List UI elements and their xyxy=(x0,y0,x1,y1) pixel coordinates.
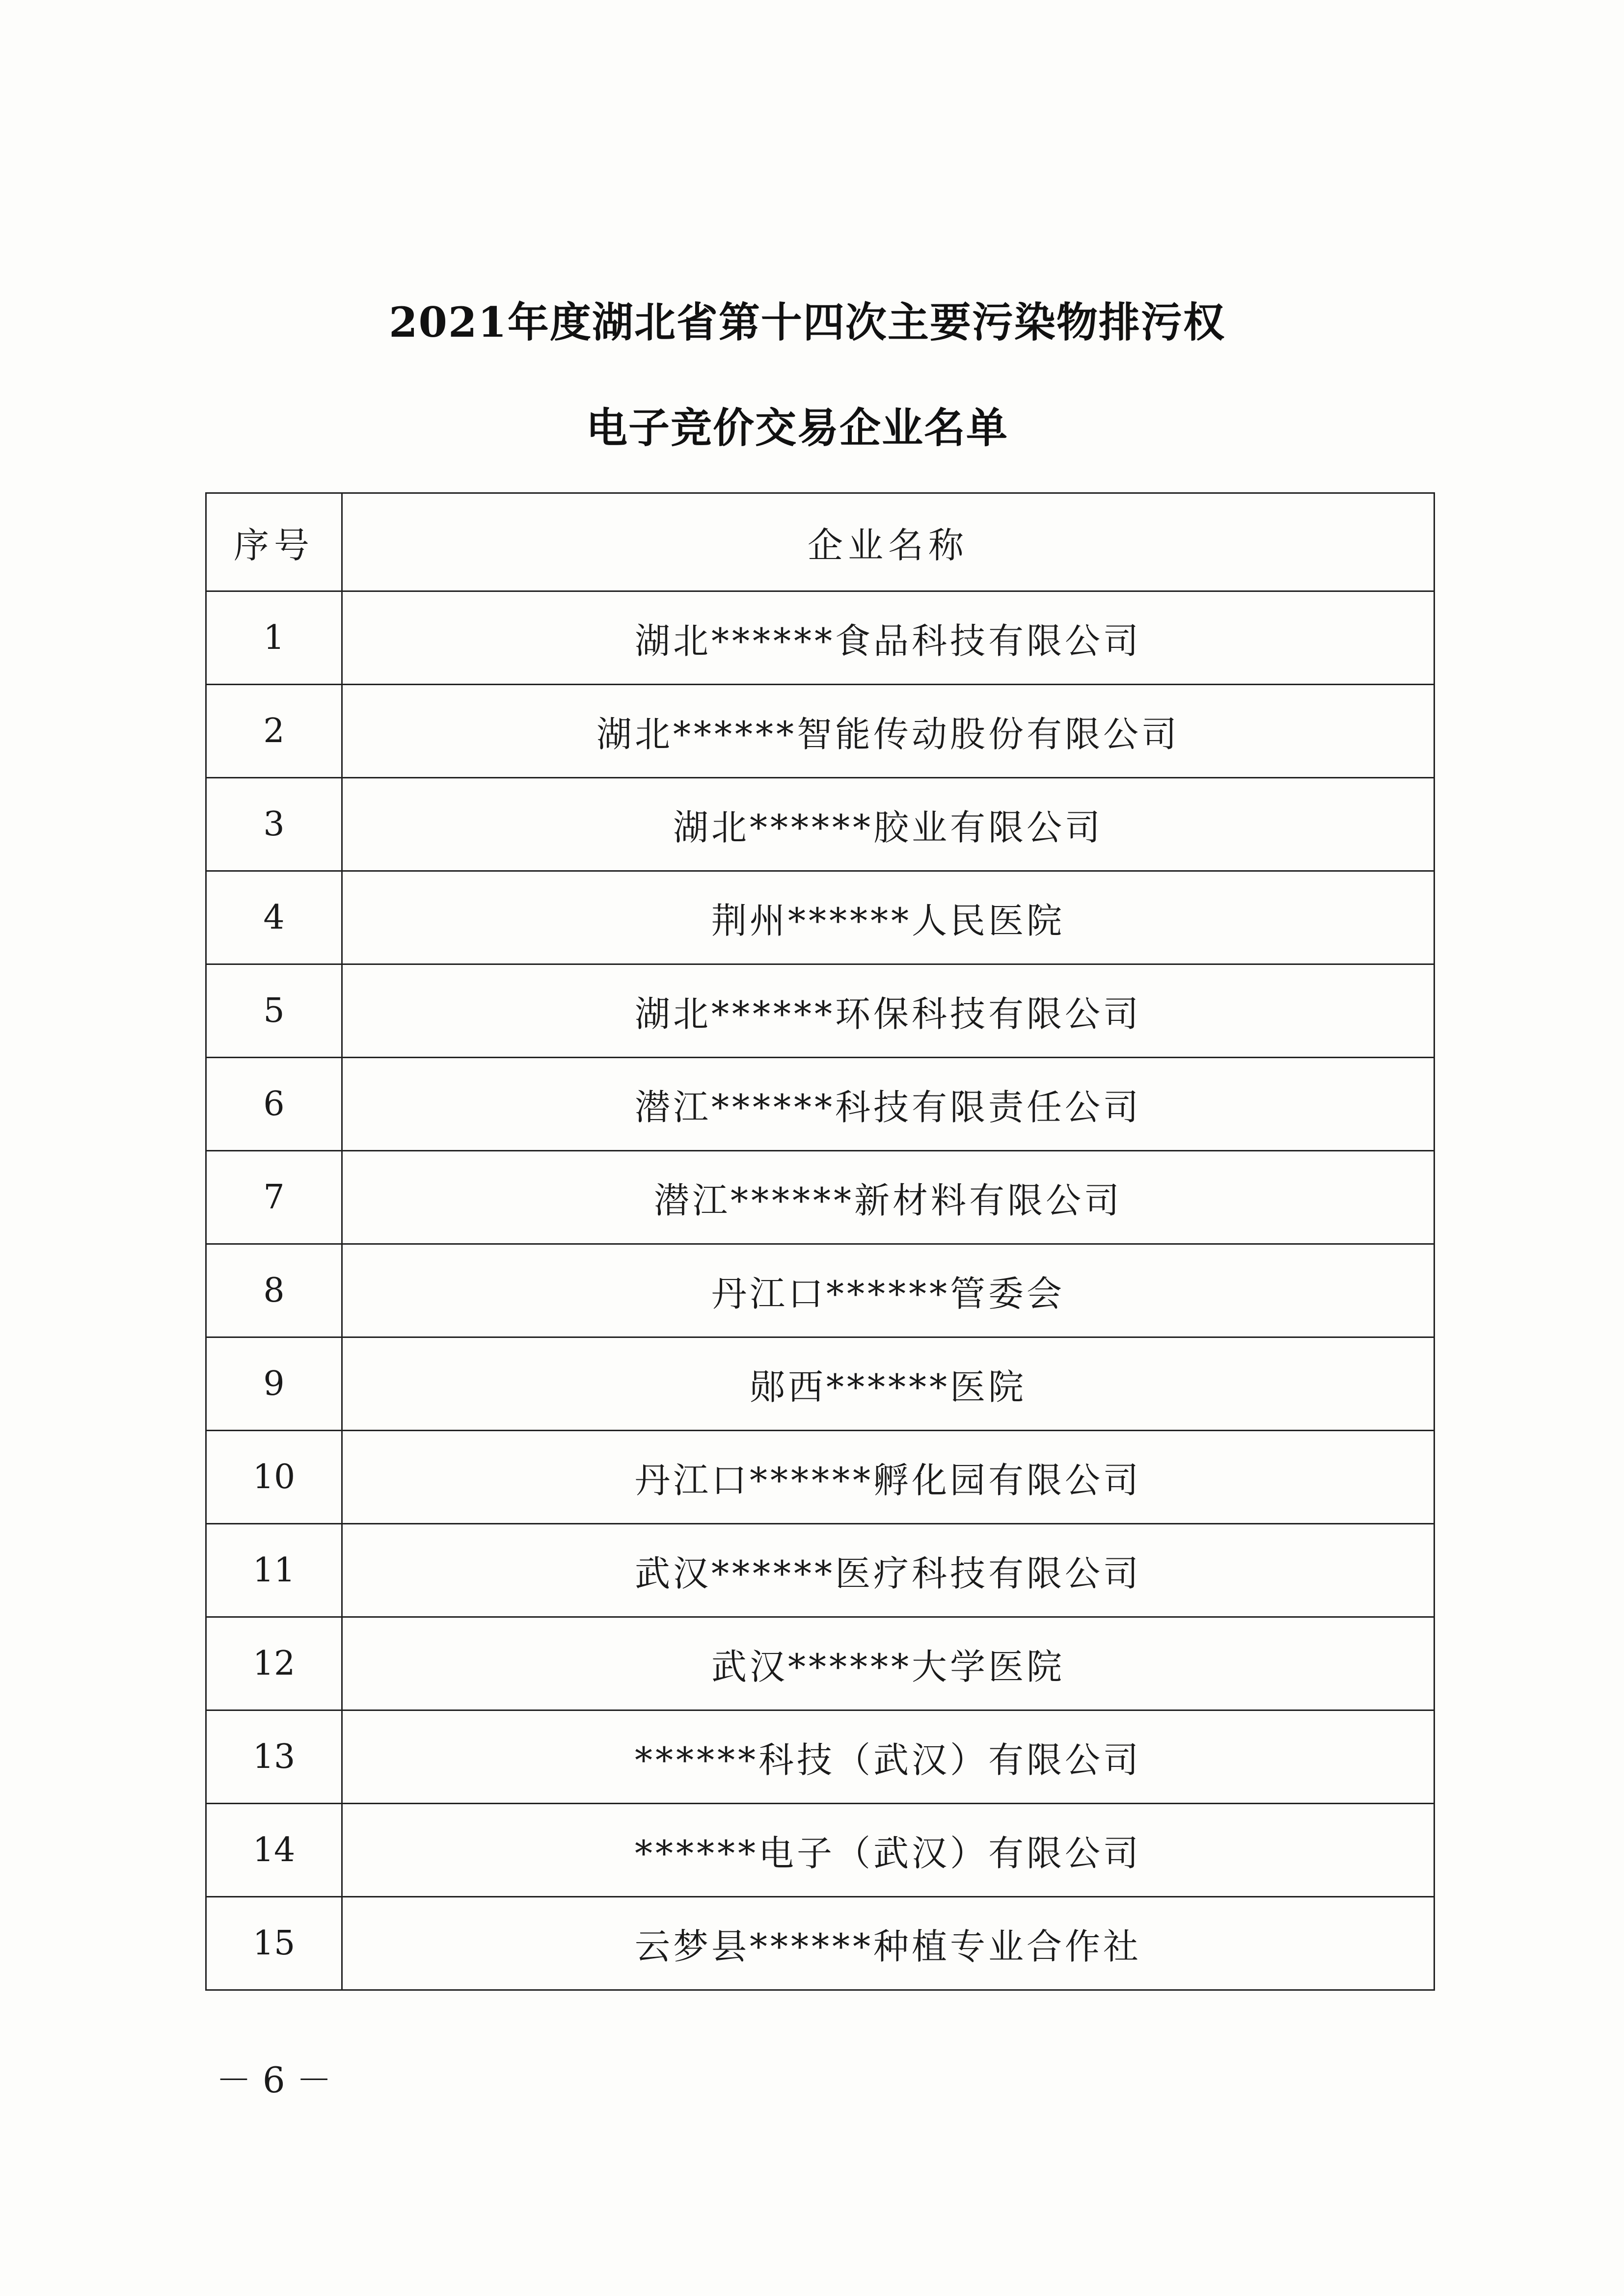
enterprise-name-cell: 湖北******环保科技有限公司 xyxy=(342,964,1435,1058)
table-row xyxy=(206,1617,1435,1710)
table-row xyxy=(206,685,1435,778)
table-row xyxy=(206,591,1435,685)
serial-number-cell: 5 xyxy=(206,964,342,1058)
document-title-line-2: 电子竞价交易企业名单 xyxy=(586,403,1008,452)
table-row xyxy=(206,1897,1435,1990)
serial-number-cell: 1 xyxy=(206,591,342,685)
serial-number-cell: 6 xyxy=(206,1058,342,1151)
serial-number-cell: 9 xyxy=(206,1337,342,1431)
page-number: － 6 － xyxy=(216,2059,332,2101)
table-header-row xyxy=(206,493,1435,591)
header-enterprise-name: 企业名称 xyxy=(342,493,1435,591)
table-row xyxy=(206,1151,1435,1244)
table-row xyxy=(206,1337,1435,1431)
table-row xyxy=(206,1804,1435,1897)
enterprise-name-cell: 丹江口******孵化园有限公司 xyxy=(342,1431,1435,1524)
table-row xyxy=(206,1710,1435,1804)
enterprise-name-cell: 丹江口******管委会 xyxy=(342,1244,1435,1337)
table-row xyxy=(206,1431,1435,1524)
enterprise-name-cell: 湖北******胶业有限公司 xyxy=(342,778,1435,871)
serial-number-cell: 13 xyxy=(206,1710,342,1804)
table-row xyxy=(206,778,1435,871)
table-row xyxy=(206,1244,1435,1337)
enterprise-name-cell: 潜江******科技有限责任公司 xyxy=(342,1058,1435,1151)
serial-number-cell: 2 xyxy=(206,685,342,778)
enterprise-name-cell: 云梦县******种植专业合作社 xyxy=(342,1897,1435,1990)
enterprise-name-cell: 潜江******新材料有限公司 xyxy=(342,1151,1435,1244)
enterprise-list-table xyxy=(205,492,1435,1991)
serial-number-cell: 3 xyxy=(206,778,342,871)
enterprise-name-cell: ******电子（武汉）有限公司 xyxy=(342,1804,1435,1897)
serial-number-cell: 7 xyxy=(206,1151,342,1244)
serial-number-cell: 8 xyxy=(206,1244,342,1337)
enterprise-name-cell: 武汉******大学医院 xyxy=(342,1617,1435,1710)
header-serial-number: 序号 xyxy=(206,493,342,591)
serial-number-cell: 10 xyxy=(206,1431,342,1524)
enterprise-name-cell: 武汉******医疗科技有限公司 xyxy=(342,1524,1435,1617)
serial-number-cell: 4 xyxy=(206,871,342,964)
serial-number-cell: 15 xyxy=(206,1897,342,1990)
enterprise-name-cell: 湖北******食品科技有限公司 xyxy=(342,591,1435,685)
enterprise-name-cell: 荆州******人民医院 xyxy=(342,871,1435,964)
enterprise-name-cell: 郧西******医院 xyxy=(342,1337,1435,1431)
table-row xyxy=(206,871,1435,964)
table-row xyxy=(206,1058,1435,1151)
serial-number-cell: 14 xyxy=(206,1804,342,1897)
table-row xyxy=(206,1524,1435,1617)
table-row xyxy=(206,964,1435,1058)
serial-number-cell: 11 xyxy=(206,1524,342,1617)
enterprise-name-cell: 湖北******智能传动股份有限公司 xyxy=(342,685,1435,778)
serial-number-cell: 12 xyxy=(206,1617,342,1710)
enterprise-name-cell: ******科技（武汉）有限公司 xyxy=(342,1710,1435,1804)
document-title-line-1: 2021年度湖北省第十四次主要污染物排污权 xyxy=(389,298,1225,347)
